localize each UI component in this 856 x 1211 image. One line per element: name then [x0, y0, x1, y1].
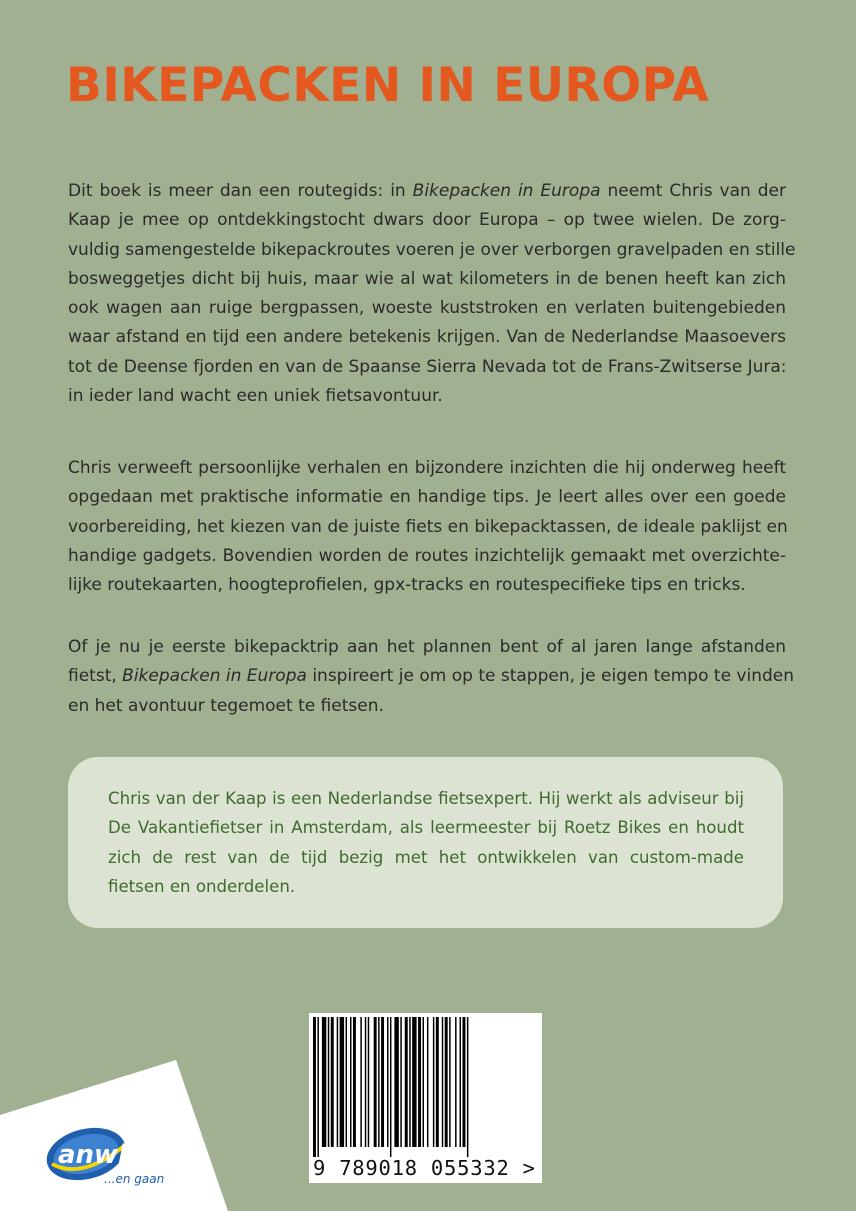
isbn-number: 9 789018 055332 >	[313, 1156, 535, 1180]
description-paragraph-3	[68, 633, 795, 721]
text-line: bosweggetjes dicht bij huis, maar wie al wat kilometers in de benen heeft kan zich	[68, 268, 786, 289]
text-line: zich de rest van de tijd bezig met het ontwikkelen van custom-made	[108, 847, 744, 867]
isbn-barcode	[309, 1013, 542, 1183]
text-line: Chris van der Kaap is een Nederlandse fietsexpert. Hij werkt als adviseur bij	[108, 789, 744, 808]
text-line: De Vakantiefietser in Amsterdam, als leermeester bij Roetz Bikes en houdt	[108, 818, 744, 838]
page-title: BIKEPACKEN IN EUROPA	[66, 58, 710, 113]
book-title-italic: Bikepacken in Europa	[412, 181, 601, 201]
text-line: waar afstand en tijd een andere betekenis krijgen. Van de Nederlandse Maasoevers	[68, 327, 786, 348]
text-line: handige gadgets. Bovendien worden de routes inzichtelijk gemaakt met overzichte-	[68, 545, 786, 566]
text-line: Chris verweeft persoonlijke verhalen en bijzondere inzichten die hij onderweg heeft	[68, 458, 786, 478]
text-line: Of je nu je eerste bikepacktrip aan het plannen bent of al jaren lange afstanden	[68, 637, 786, 657]
text-line: fietst, Bikepacken in Europa inspireert je om op te stappen, je eigen tempo te vinden	[68, 666, 795, 687]
author-bio-text	[108, 784, 744, 901]
text-line: in ieder land wacht een uniek fietsavontuur.	[68, 386, 443, 407]
anwb-logo	[42, 1120, 182, 1190]
text-line: tot de Deense fjorden en van de Spaanse Sierra Nevada tot de Frans-Zwitserse Jura:	[68, 356, 787, 377]
text-line: fietsen en onderdelen.	[108, 876, 296, 896]
text-line: voorbereiding, het kiezen van de juiste fiets en bikepacktassen, de ideale paklijst en	[68, 516, 788, 537]
text-line: ook wagen aan ruige bergpassen, woeste kuststroken en verlaten buitengebieden	[68, 298, 786, 319]
logo-wordmark: anwb	[58, 1140, 137, 1170]
text-line: Dit boek is meer dan een routegids: in Bikepacken in Europa neemt Chris van der	[68, 181, 786, 201]
text-line: opgedaan met praktische informatie en handige tips. Je leert alles over een goede	[68, 487, 786, 508]
author-bio-box	[68, 757, 783, 928]
text-line: lijke routekaarten, hoogteprofielen, gpx-tracks en routespecifieke tips en tricks.	[68, 575, 746, 596]
text-line: Kaap je mee op ontdekkingstocht dwars door Europa – op twee wielen. De zorg-	[68, 210, 786, 231]
description-paragraph-2	[68, 454, 786, 600]
text-line: vuldig samengestelde bikepackroutes voeren je over verborgen gravelpaden en stille	[68, 239, 796, 260]
text-line: en het avontuur tegemoet te fietsen.	[68, 695, 384, 716]
logo-tagline: ...en gaan	[104, 1172, 165, 1186]
description-paragraph-1	[68, 177, 796, 411]
book-title-italic: Bikepacken in Europa	[122, 666, 307, 687]
